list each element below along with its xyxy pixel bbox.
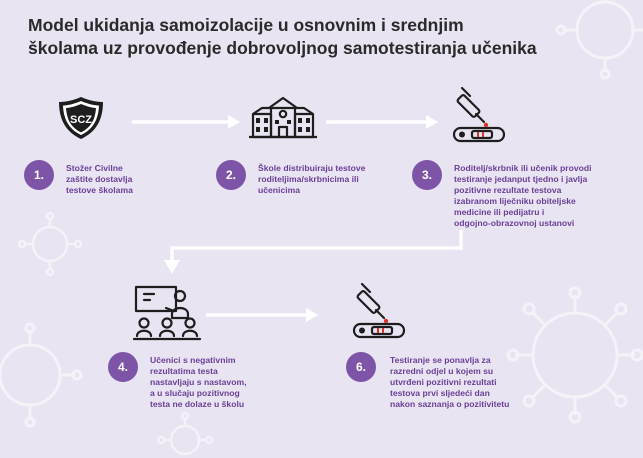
step-text-line: testiranje jedanput tjedno i javlja: [454, 174, 588, 184]
step-text-line: pozitivne rezultate testova: [454, 185, 562, 195]
step-text-line: medicine ili pedijatru i: [454, 207, 545, 217]
step-badge: 2.: [216, 160, 246, 190]
school-building-icon: [247, 94, 319, 140]
step-text-line: učenicima: [258, 185, 301, 195]
step-description: [66, 163, 133, 196]
step-text-line: testova prvi sljedeći dan: [390, 388, 490, 398]
step-text-line: rezultatima testa: [150, 366, 218, 376]
step-badge: 6.: [346, 352, 376, 382]
pipette-test-kit-icon: [348, 280, 408, 342]
step-text-line: utvrđeni pozitivni rezultati: [390, 377, 497, 387]
step-text-line: nastavljaju s nastavom,: [150, 377, 247, 387]
step-text-line: nakon saznanja o pozitivitetu: [390, 399, 510, 409]
step-badge: 3.: [412, 160, 442, 190]
step-text-line: Škole distribuiraju testove: [258, 163, 366, 173]
step-description: [150, 355, 246, 410]
step-text-line: razredni odjel u kojem su: [390, 366, 494, 376]
step-text-line: testa ne dolaze u školu: [150, 399, 245, 409]
step-badge: 1.: [24, 160, 54, 190]
step-text-line: Roditelj/skrbnik ili učenik provodi: [454, 163, 592, 173]
step-description: [390, 355, 509, 410]
step-badge: 4.: [108, 352, 138, 382]
shield-badge-icon: [54, 94, 108, 142]
step-text-line: zaštite dostavlja: [66, 174, 133, 184]
classroom-teacher-icon: [132, 284, 202, 344]
virus-decoration-icon: [505, 285, 643, 425]
flow-connector-arrow: [158, 230, 468, 276]
title-line: školama uz provođenje dobrovoljnog samotestiranja učenika: [28, 38, 537, 58]
step-description: [258, 163, 365, 196]
pipette-test-kit-icon: [448, 84, 508, 146]
title-line: Model ukidanja samoizolacije u osnovnim i srednjim: [28, 15, 464, 35]
page-title: [28, 14, 628, 60]
flow-arrow: [206, 307, 320, 323]
virus-decoration-icon: [18, 212, 82, 276]
step-text-line: odgojno-obrazovnoj ustanovi: [454, 218, 575, 228]
step-text-line: Stožer Civilne: [66, 163, 123, 173]
step-text-line: roditeljima/skrbnicima ili: [258, 174, 359, 184]
step-text-line: testove školama: [66, 185, 133, 195]
virus-decoration-icon: [155, 410, 215, 458]
step-description: [454, 163, 592, 229]
virus-decoration-icon: [0, 320, 85, 430]
step-text-line: a u slučaju pozitivnog: [150, 388, 240, 398]
step-text-line: Testiranje se ponavlja za: [390, 355, 491, 365]
step-text-line: izabranom liječniku obiteljske: [454, 196, 576, 206]
flow-arrow: [132, 114, 242, 130]
step-text-line: Učenici s negativnim: [150, 355, 236, 365]
flow-arrow: [326, 114, 440, 130]
shield-label: SCZ: [70, 114, 92, 126]
